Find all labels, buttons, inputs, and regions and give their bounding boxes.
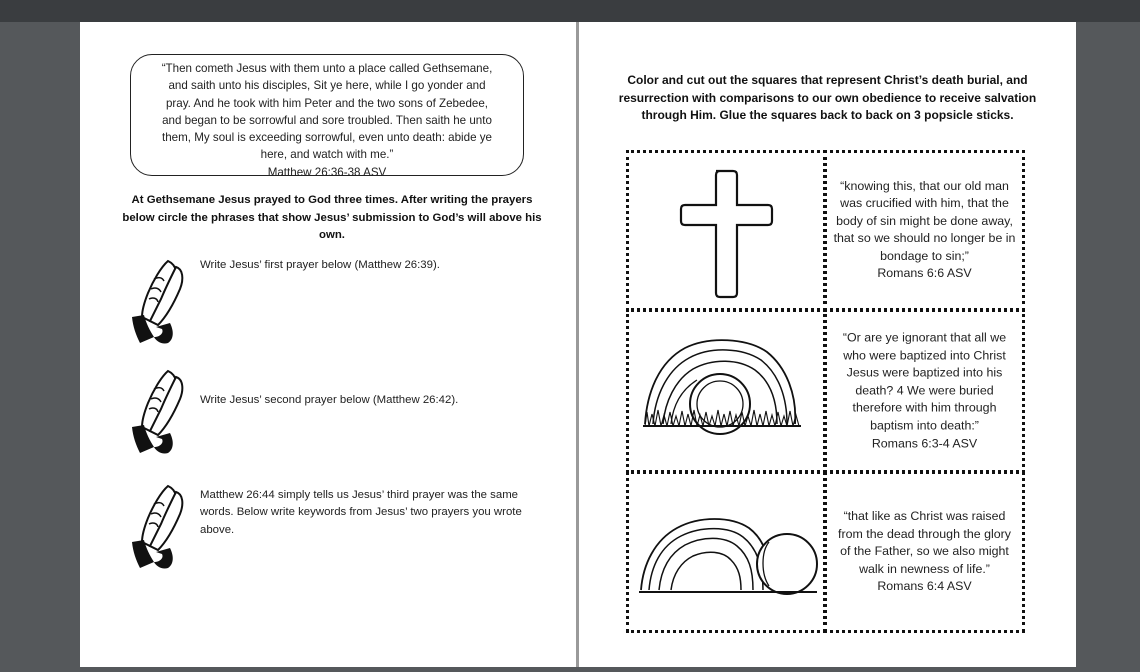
quote-line: them, My soul is exceeding sorrowful, even unto death: abide ye [162, 131, 492, 145]
right-page [579, 22, 1076, 667]
quote-line: “Then cometh Jesus with them unto a place called Gethsemane, [161, 62, 493, 75]
verse-text: “that like as Christ was raised from the dead through the glory of the Father, so we also might walk in newness of life.” [838, 509, 1011, 576]
quote-line: here, and watch with me.” [260, 148, 394, 162]
praying-hands-icon [128, 482, 190, 570]
sealed-tomb-icon [629, 312, 823, 470]
scripture-quote-box [130, 54, 524, 179]
left-page [80, 22, 576, 667]
verse-reference: Romans 6:3-4 ASV [871, 435, 978, 450]
quote-line: and saith unto his disciples, Sit ye here, while I go yonder and [168, 79, 486, 93]
gethsemane-instructions: At Gethsemane Jesus prayed to God three times. After writing the prayers below circle the phrases that show Jesus’ submission to God’s will above his own. [122, 194, 542, 241]
praying-hands-icon [128, 257, 190, 345]
verse-reference: Romans 6:4 ASV [877, 579, 972, 594]
quote-line: pray. And he took with him Peter and the two sons of Zebedee, [165, 96, 489, 110]
empty-tomb-icon [629, 474, 823, 630]
empty-tomb-square [626, 471, 826, 633]
quote-line: and began to be sorrowful and sore troubled. Then saith he unto [162, 113, 492, 127]
cutout-squares-grid [626, 150, 1025, 633]
prayer-prompt-text: Write Jesus’ first prayer below (Matthew 26:39). [200, 259, 440, 271]
quote-reference: Matthew 26:36-38 ASV [267, 165, 387, 179]
verse-reference: Romans 6:6 ASV [877, 266, 972, 281]
verse-square-1 [824, 150, 1025, 311]
verse-square-2 [824, 309, 1025, 473]
cross-icon [629, 153, 823, 308]
verse-square-3 [824, 471, 1025, 633]
prayer-prompt-text: Write Jesus’ second prayer below (Matthew 26:42). [200, 394, 459, 406]
prayer-prompt-text: Matthew 26:44 simply tells us Jesus’ third prayer was the same words. Below write keywords from Jesus’ two prayers you wrote above. [200, 489, 522, 536]
cross-square [626, 150, 826, 311]
viewer-toolbar [0, 0, 1140, 22]
cutout-instructions: Color and cut out the squares that represent Christ’s death burial, and resurrection with comparisons to our own obedience to receive salvation through Him. Glue the squares back to back on 3 popsicle sticks. [618, 73, 1037, 122]
praying-hands-icon [128, 367, 190, 455]
verse-text: “Or are ye ignorant that all we who were baptized into Christ Jesus were baptized into his death? 4 We were buried therefore with him through baptism into death:” [842, 330, 1007, 433]
verse-text: “knowing this, that our old man was crucified with him, that the body of sin might be done away, that so we should no longer be in bondage to sin;” [833, 178, 1016, 264]
sealed-tomb-square [626, 309, 826, 473]
